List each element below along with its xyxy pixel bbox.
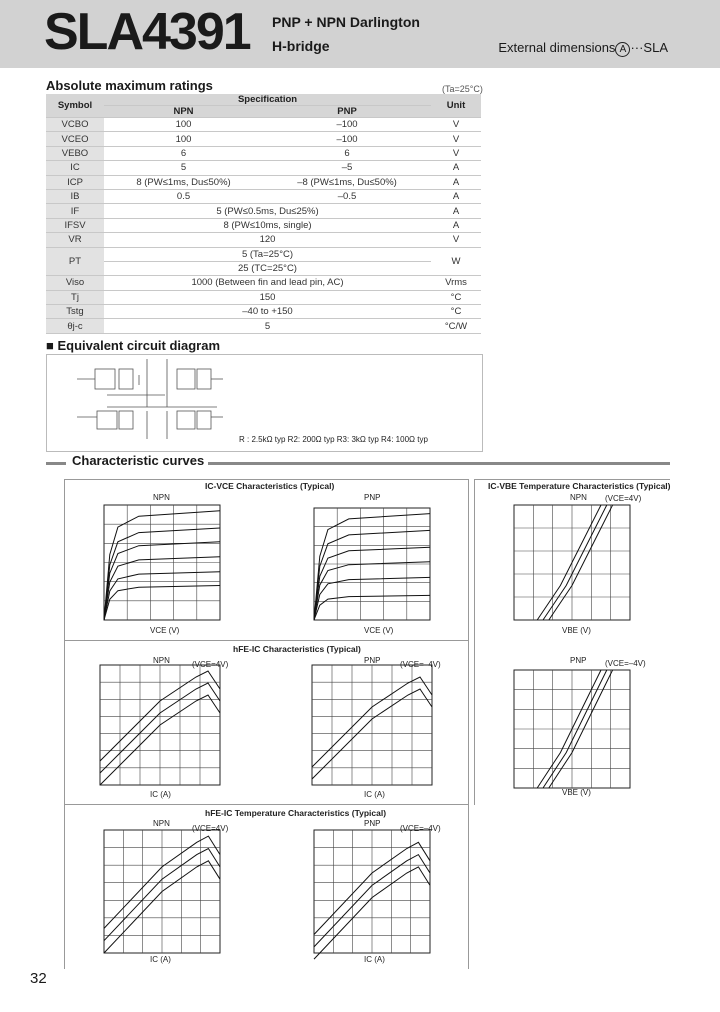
label-npn: NPN [153,819,170,828]
table-row: θj-c 5 °C/W [46,319,481,333]
table-row: IC 5 –5 A [46,161,481,175]
axis-ic: IC (A) [150,790,171,799]
cond-vce-4: (VCE=–4V) [400,824,441,833]
col-symbol: Symbol [46,94,104,118]
col-pnp: PNP [263,106,431,118]
col-unit: Unit [431,94,481,118]
cond-vce4: (VCE=4V) [192,660,229,669]
label-pnp: PNP [364,656,381,665]
part-number: SLA4391 [44,3,250,61]
table-row: VEBO 6 6 V [46,146,481,160]
cond-vce4: (VCE=4V) [192,824,229,833]
amr-title: Absolute maximum ratings [46,78,213,93]
table-row: VCEO 100 –100 V [46,132,481,146]
curves-title: Characteristic curves [72,453,205,468]
hfe-ic-title: hFE-IC Characteristics (Typical) [233,644,361,654]
label-npn: NPN [153,493,170,502]
subtitle-line2: H-bridge [272,38,330,54]
table-row: IB 0.5 –0.5 A [46,189,481,203]
table-row: VCBO 100 –100 V [46,118,481,132]
axis-ic: IC (A) [364,955,385,964]
table-row: IFSV 8 (PW≤10ms, single) A [46,218,481,232]
label-pnp: PNP [364,493,381,502]
table-row: Viso 1000 (Between fin and lead pin, AC) Vrms [46,276,481,290]
external-dimensions-label: External dimensions [498,40,616,55]
ecd-title-text: Equivalent circuit diagram [57,338,221,353]
axis-ic: IC (A) [150,955,171,964]
col-npn: NPN [104,106,263,118]
package-suffix: ···SLA [630,40,668,55]
axis-vce: VCE (V) [364,626,394,635]
table-row: IF 5 (PW≤0.5ms, Du≤25%) A [46,204,481,218]
resistor-values: R : 2.5kΩ typ R2: 200Ω typ R3: 3kΩ typ R4: 100Ω typ [239,435,428,444]
page-number: 32 [30,970,47,987]
label-npn: NPN [153,656,170,665]
amr-condition: (Ta=25°C) [442,84,483,94]
cond-vce-4: (VCE=–4V) [400,660,441,669]
hfe-ic-temp-title: hFE-IC Temperature Characteristics (Typical) [205,808,387,818]
axis-vbe: VBE (V) [562,788,591,797]
table-row: Tj 150 °C [46,290,481,304]
label-npn: NPN [570,493,587,502]
table-row: ICP 8 (PW≤1ms, Du≤50%) –8 (PW≤1ms, Du≤50%) A [46,175,481,189]
axis-ic: IC (A) [364,790,385,799]
subtitle-line1: PNP + NPN Darlington [272,14,420,30]
axis-vbe: VBE (V) [562,626,591,635]
table-row: PT 5 (Ta=25°C) W [46,247,481,261]
axis-vce: VCE (V) [150,626,180,635]
table-row: VR 120 V [46,233,481,247]
table-row: 25 (TC=25°C) [46,261,481,275]
label-pnp: PNP [570,656,587,665]
ic-vbe-temp-title: IC-VBE Temperature Characteristics (Typical) [488,481,671,491]
ic-vce-title: IC-VCE Characteristics (Typical) [205,481,335,491]
package-code-circle: A [615,42,630,57]
cond-vce4: (VCE=4V) [605,494,642,503]
label-pnp: PNP [364,819,381,828]
col-spec: Specification [104,94,431,106]
table-row: Tstg –40 to +150 °C [46,305,481,319]
ecd-title: ■ Equivalent circuit diagram [46,338,221,353]
cond-vce-4: (VCE=–4V) [605,659,646,668]
